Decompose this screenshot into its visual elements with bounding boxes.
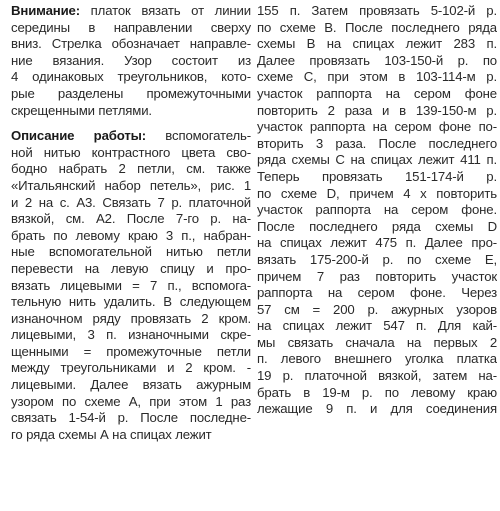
text-line [257, 401, 497, 418]
line-text: ные вспомогательной нитью петли [11, 244, 251, 260]
text-line [257, 20, 497, 37]
left-text-column [11, 3, 251, 443]
text-line [11, 69, 251, 86]
text-line [11, 20, 251, 37]
text-line [11, 195, 251, 212]
line-text: 155 п. Затем провязать 5-102-й р. [257, 3, 497, 18]
line-text: брать в 19-м р. по левому краю [257, 384, 497, 400]
text-line [11, 145, 251, 162]
line-text: участок раппорта на сером фоне. [257, 202, 497, 218]
text-line [11, 36, 251, 53]
line-text: го ряда схемы А на спицах лежит [11, 426, 212, 442]
line-text: рые разделены промежуточными [11, 85, 251, 101]
text-line [257, 219, 497, 236]
line-text: лицевыми. Далее вязать ажурным [11, 377, 251, 393]
text-line [257, 351, 497, 368]
text-line [11, 53, 251, 70]
line-text: ние вязания. Узор состоит из [11, 52, 251, 68]
text-line [11, 278, 251, 295]
text-line [257, 186, 497, 203]
line-text: раппорта на сером фоне. Через [257, 285, 497, 301]
text-line [11, 261, 251, 278]
text-line [257, 69, 497, 86]
line-text: схеме С, при этом в 103-114-м р. [257, 69, 497, 85]
text-line [11, 3, 251, 20]
line-text: связать 1-54-й р. После последне- [11, 410, 251, 426]
line-text: Теперь провязать 151-174-й р. [257, 168, 497, 184]
line-text: щенными = промежуточные петли [11, 343, 251, 359]
line-text: платок вязать от линии [79, 3, 251, 18]
text-line [257, 368, 497, 385]
text-line [257, 318, 497, 335]
text-line [257, 86, 497, 103]
line-text: повторить 2 раза и в 139-150-м р. [257, 102, 497, 118]
text-line [11, 178, 251, 195]
text-line [11, 394, 251, 411]
text-line [257, 285, 497, 302]
line-text: вязать лицевыми = 7 п., вспомога- [11, 277, 251, 293]
text-line [11, 128, 251, 145]
line-text: тельную нить удалить. В следующем [11, 294, 251, 310]
line-text: между треугольниками и 2 кром. - [11, 360, 251, 376]
text-line [257, 3, 497, 20]
line-text: участок раппорта на сером фоне [257, 85, 497, 101]
right-text-column [257, 3, 497, 418]
text-line [11, 161, 251, 178]
line-text: мы связать сначала на первых 2 [257, 334, 497, 350]
attention-section [11, 3, 251, 119]
line-text: схемы В на спицах лежит 283 п. [257, 36, 497, 52]
text-line [257, 119, 497, 136]
text-line [257, 103, 497, 120]
line-text: лицевыми, 3 п. изнаночными скре- [11, 327, 251, 343]
line-text: на спицах лежит 475 п. Далее про- [257, 235, 497, 251]
line-text: по схеме D, причем 4 х повторить [257, 185, 497, 201]
text-line [257, 36, 497, 53]
text-line [257, 252, 497, 269]
text-line [11, 103, 251, 120]
text-line [257, 269, 497, 286]
text-line [11, 294, 251, 311]
line-text: изнаночном ряду провязать 2 кром. [11, 310, 251, 326]
text-line [11, 360, 251, 377]
line-text: «Итальянский набор петель», рис. 1 [11, 177, 251, 193]
text-line [257, 152, 497, 169]
text-line [11, 427, 251, 444]
text-line [257, 385, 497, 402]
line-text: 4 одинаковых треугольников, кото- [11, 69, 251, 85]
text-line [257, 53, 497, 70]
line-text: узором по схеме А, при этом 1 раз [11, 393, 251, 409]
line-text: вязать 175-200-й р. по схеме Е, [257, 251, 497, 267]
line-text: середины в направлении сверху [11, 19, 251, 35]
line-text: перевести на левую спицу и про- [11, 260, 251, 276]
line-text: брать по левому краю 3 п., набран- [11, 227, 251, 243]
section-heading: Внимание: [11, 3, 80, 18]
line-text: лежащие 9 п. и для соединения [257, 401, 497, 417]
line-text: ной нитью контрастного цвета сво- [11, 144, 251, 160]
text-line [257, 235, 497, 252]
text-line [11, 86, 251, 103]
text-line [257, 136, 497, 153]
section-gap [11, 119, 251, 128]
line-text: вязкой, см. А2. После 7-го р. на- [11, 211, 251, 227]
line-text: 19 р. платочной вязкой, затем на- [257, 368, 497, 384]
text-line [11, 410, 251, 427]
line-text: вниз. Стрелка обозначает направле- [11, 36, 251, 52]
line-text: вторить 3 раза. После последнего [257, 135, 497, 151]
line-text: вспомогатель- [146, 128, 251, 144]
line-text: скрещенными петлями. [11, 102, 152, 118]
line-text: причем 7 раз повторить участок [257, 268, 497, 284]
line-text: После последнего ряда схемы D [257, 218, 497, 234]
text-line [11, 344, 251, 361]
text-line [11, 311, 251, 328]
description-section [11, 128, 251, 443]
text-line [11, 327, 251, 344]
line-text: на спицах лежит 547 п. Для кай- [257, 318, 497, 334]
line-text: по схеме В. После последнего ряда [257, 19, 497, 35]
text-line [257, 202, 497, 219]
text-line [257, 302, 497, 319]
line-text: ряда схемы С на спицах лежит 411 п. [257, 152, 497, 168]
line-text: п. левого внешнего уголка платка [257, 351, 497, 367]
text-line [11, 377, 251, 394]
line-text: Далее провязать 103-150-й р. по [257, 52, 497, 68]
line-text: бодно набрать 2 петли, см. также [11, 161, 251, 177]
text-line [11, 228, 251, 245]
text-line [257, 335, 497, 352]
section-heading: Описание работы: [11, 128, 146, 144]
line-text: 57 см = 200 р. ажурных узоров [257, 301, 497, 317]
line-text: участок раппорта на сером фоне по- [257, 119, 497, 135]
text-line [11, 211, 251, 228]
line-text: и 2 на с. А3. Связать 7 р. платочной [11, 194, 251, 210]
text-line [257, 169, 497, 186]
text-line [11, 244, 251, 261]
